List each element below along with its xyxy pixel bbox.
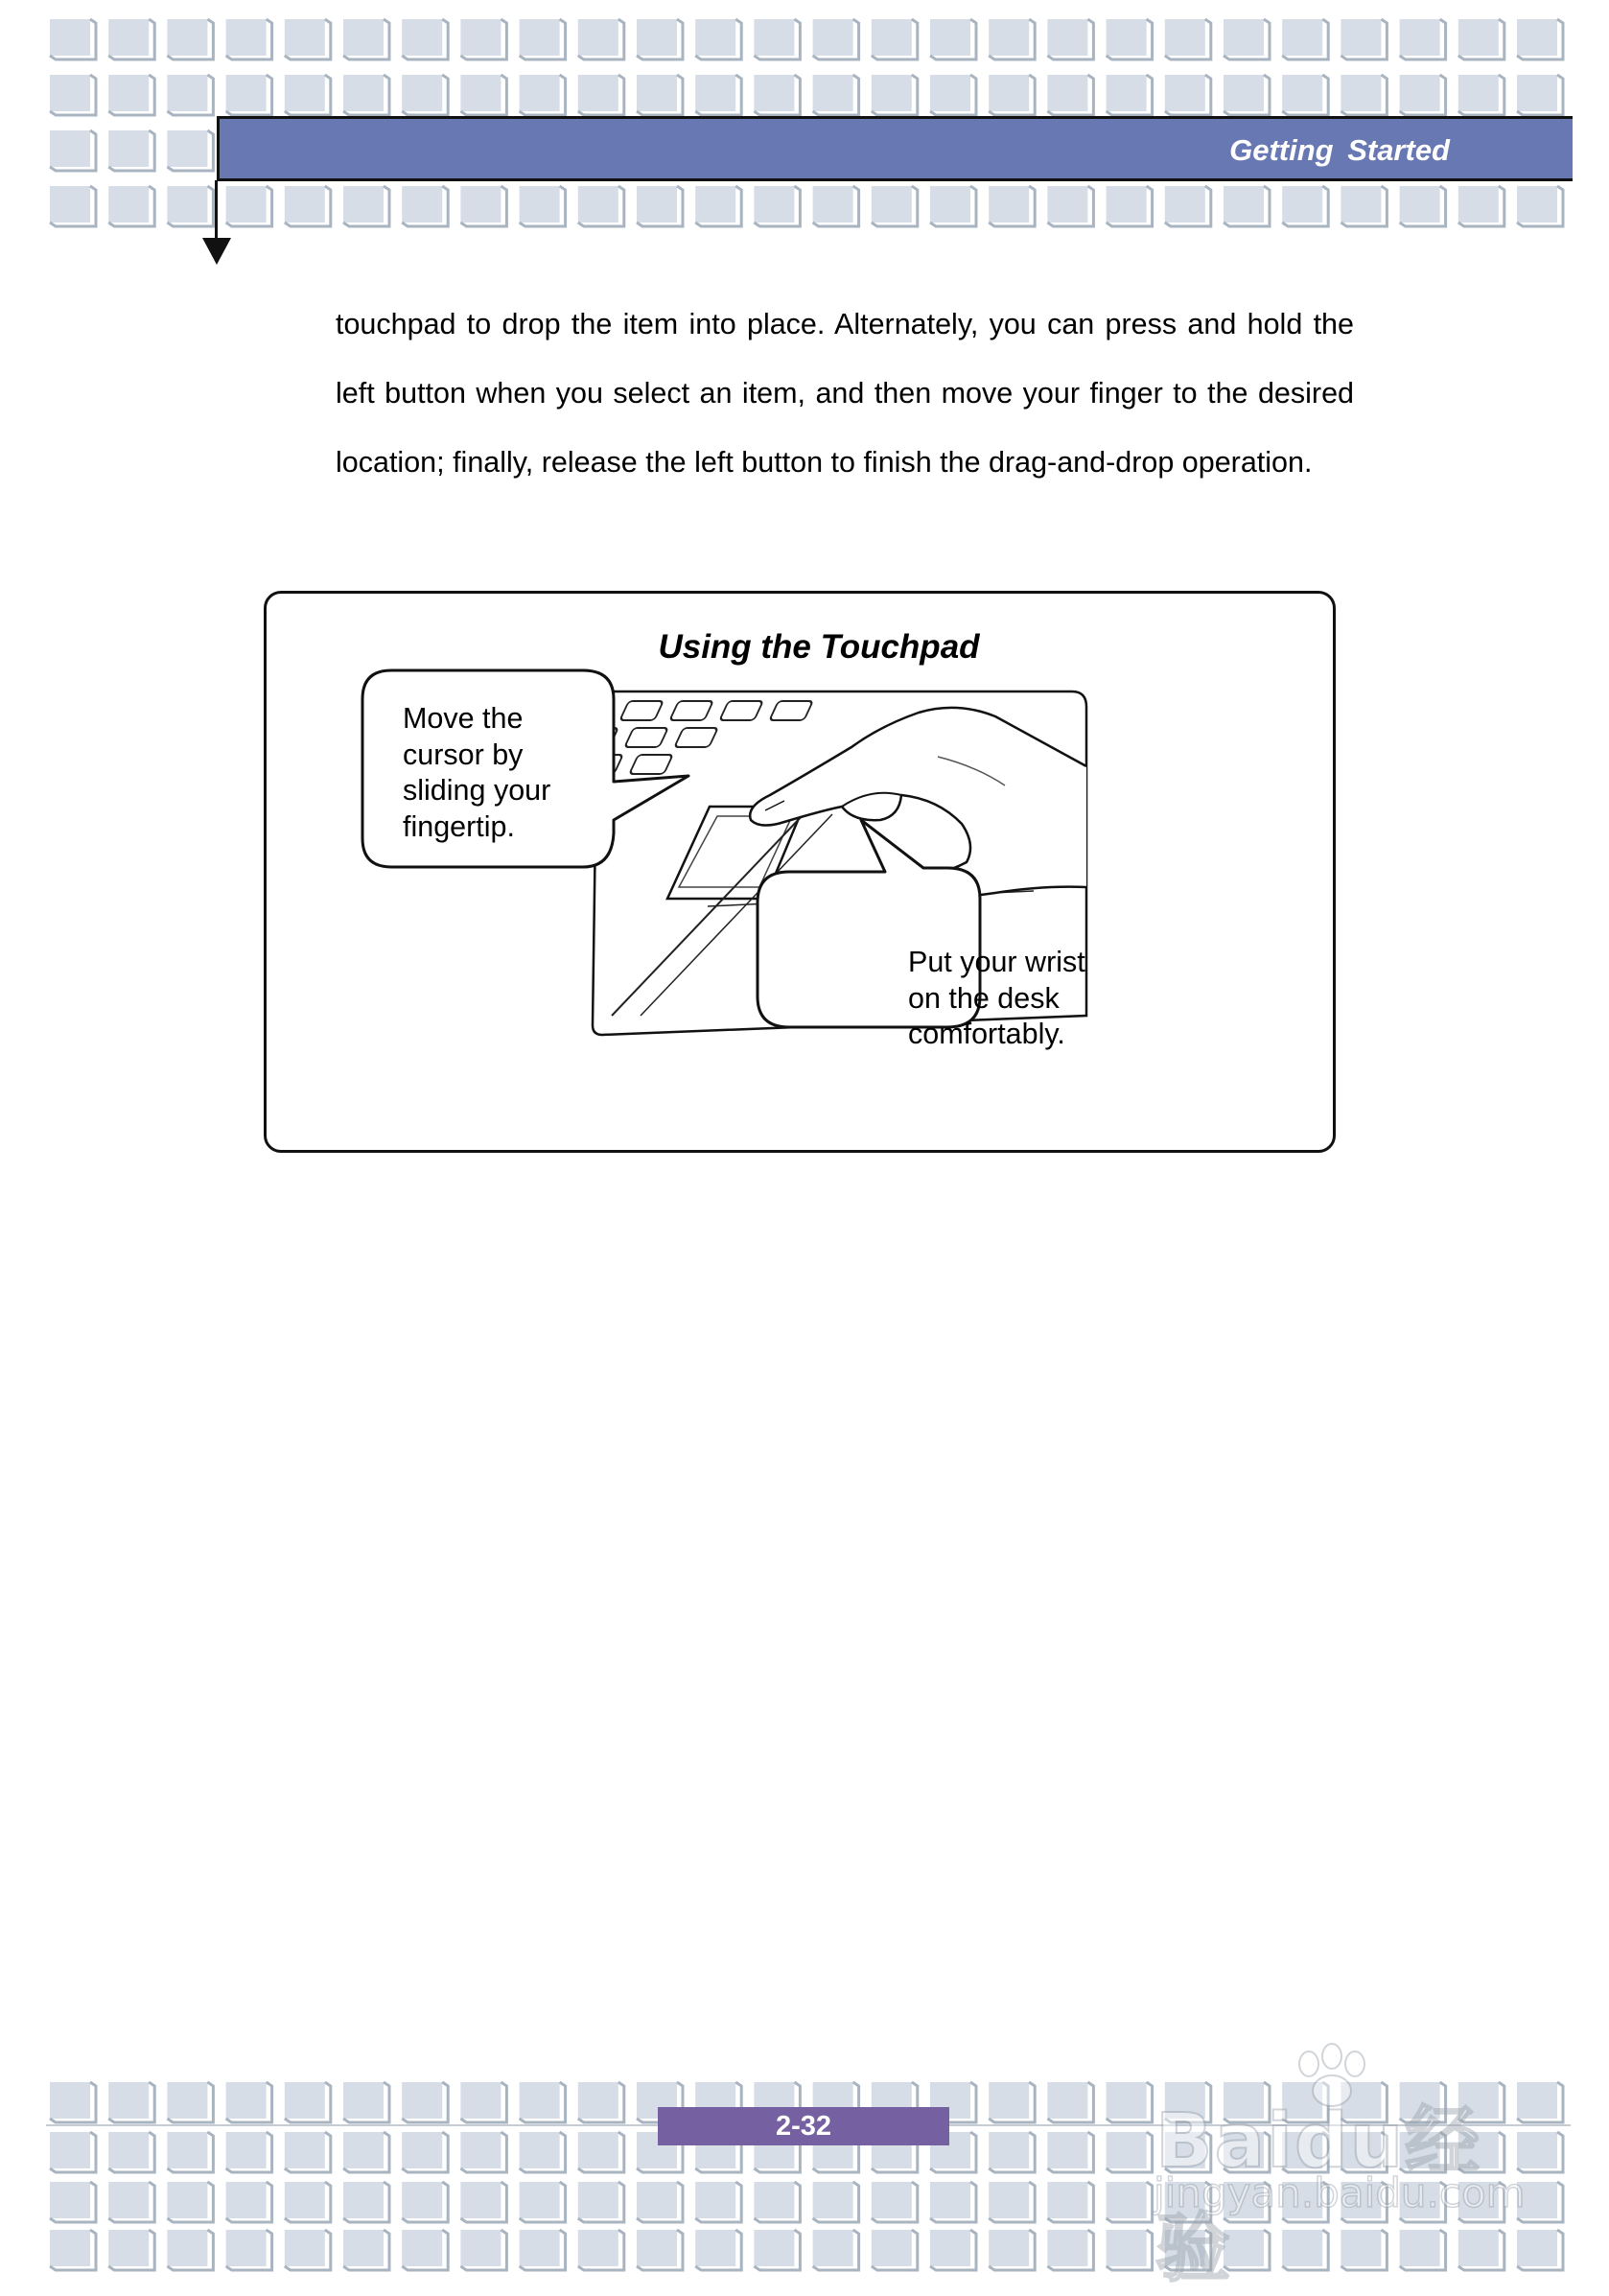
decor-tile <box>167 2132 207 2168</box>
baidu-watermark <box>1146 2043 1549 2292</box>
decor-tile <box>1047 19 1087 56</box>
decor-tile <box>695 2182 735 2218</box>
decor-tile <box>1282 186 1322 223</box>
decor-tile <box>578 2182 618 2218</box>
decor-tile <box>167 2082 207 2119</box>
touchpad-hand-illustration <box>267 594 1333 1150</box>
decor-tile <box>1517 186 1557 223</box>
decor-tile <box>520 2082 560 2119</box>
decor-tile <box>1341 186 1381 223</box>
decor-tile <box>343 2082 384 2119</box>
decor-tile <box>813 19 853 56</box>
decor-tile <box>813 2182 853 2218</box>
decor-tile <box>930 2182 970 2218</box>
decor-tile <box>460 19 501 56</box>
decor-tile <box>50 186 90 223</box>
decor-tile <box>1047 2082 1087 2119</box>
callout-move-cursor: Move the cursor by sliding your fingertip. <box>403 702 551 843</box>
decor-tile <box>167 186 207 223</box>
decor-tile <box>1224 19 1264 56</box>
decor-tile <box>1165 75 1205 111</box>
decor-tile <box>285 2182 325 2218</box>
decor-tile <box>226 2132 267 2168</box>
decor-tile <box>50 2182 90 2218</box>
decor-tile <box>872 19 912 56</box>
decor-tile <box>402 186 442 223</box>
callout-wrist: Put your wrist on the desk comfortably. <box>908 946 1085 1050</box>
decor-tile <box>1047 2230 1087 2266</box>
decor-tile <box>754 2230 794 2266</box>
decor-tile <box>1107 2082 1147 2119</box>
section-title: Getting Started <box>1229 133 1450 167</box>
decor-tile <box>578 75 618 111</box>
decor-tile <box>695 2230 735 2266</box>
decor-tile <box>226 19 267 56</box>
touchpad-figure <box>264 591 1336 1153</box>
decor-tile <box>578 186 618 223</box>
section-header-bar <box>217 116 1573 181</box>
decor-tile <box>108 2230 149 2266</box>
decor-tile <box>343 186 384 223</box>
decor-tile <box>226 2082 267 2119</box>
decor-tile <box>226 2230 267 2266</box>
decor-tile <box>520 75 560 111</box>
paragraph-text: touchpad to drop the item into place. Alternately, you can press and hold the left button when you select an item, and then move your finger to the desired location; finally, release the left button to finish the drag-and-drop operation. <box>336 308 1354 479</box>
decor-tile <box>50 130 90 167</box>
decor-tile <box>226 75 267 111</box>
decor-tile <box>754 19 794 56</box>
decor-tile <box>1458 19 1499 56</box>
decor-tile <box>402 2182 442 2218</box>
decor-tile <box>460 186 501 223</box>
decor-tile <box>813 186 853 223</box>
decor-tile <box>989 186 1029 223</box>
decor-tile <box>989 19 1029 56</box>
decor-tile <box>1517 75 1557 111</box>
decor-tile <box>1107 2132 1147 2168</box>
decor-tile <box>813 2230 853 2266</box>
decor-tile <box>460 2230 501 2266</box>
decor-tile <box>1341 75 1381 111</box>
decor-tile <box>872 2230 912 2266</box>
decor-tile <box>989 2082 1029 2119</box>
decor-tile <box>50 19 90 56</box>
decor-tile <box>460 2132 501 2168</box>
decor-tile <box>637 75 677 111</box>
decor-tile <box>343 19 384 56</box>
decor-tile <box>460 2082 501 2119</box>
decor-tile <box>460 75 501 111</box>
decor-tile <box>637 2230 677 2266</box>
decor-tile <box>108 19 149 56</box>
decor-tile <box>167 19 207 56</box>
decor-tile <box>1458 186 1499 223</box>
decor-tile <box>285 186 325 223</box>
decor-tile <box>930 75 970 111</box>
decor-tile <box>285 19 325 56</box>
decor-tile <box>285 2132 325 2168</box>
decor-tile <box>460 2182 501 2218</box>
decor-tile <box>285 2082 325 2119</box>
decor-tile <box>520 2182 560 2218</box>
decor-tile <box>989 2182 1029 2218</box>
decor-tile <box>930 19 970 56</box>
decor-tile <box>1107 19 1147 56</box>
decor-tile <box>520 2132 560 2168</box>
decor-tile <box>285 2230 325 2266</box>
decor-tile <box>50 2132 90 2168</box>
decor-tile <box>108 2082 149 2119</box>
decor-tile <box>520 2230 560 2266</box>
decor-tile <box>1400 186 1440 223</box>
decor-tile <box>1282 75 1322 111</box>
decor-tile <box>108 2132 149 2168</box>
decor-tile <box>930 2230 970 2266</box>
decor-tile <box>1341 19 1381 56</box>
decor-tile <box>1047 186 1087 223</box>
decor-tile <box>578 2230 618 2266</box>
decor-tile <box>695 75 735 111</box>
figure-title: Using the Touchpad <box>658 628 980 666</box>
decor-tile <box>1047 2132 1087 2168</box>
decor-tile <box>343 2230 384 2266</box>
decor-tile <box>108 75 149 111</box>
decor-tile <box>226 2182 267 2218</box>
decor-tile <box>1400 19 1440 56</box>
watermark-url: jingyan.baidu.com <box>1154 2169 1526 2216</box>
decor-tile <box>50 2230 90 2266</box>
watermark-brand: Baidu经验 <box>1155 2098 1482 2292</box>
decor-tile <box>754 2182 794 2218</box>
decor-tile <box>50 2082 90 2119</box>
decor-tile <box>402 2230 442 2266</box>
decor-tile <box>989 75 1029 111</box>
decor-tile <box>343 75 384 111</box>
decor-tile <box>813 75 853 111</box>
decor-tile <box>989 2230 1029 2266</box>
decor-tile <box>1282 19 1322 56</box>
decor-tile <box>695 19 735 56</box>
decor-tile <box>343 2132 384 2168</box>
decor-tile <box>1165 186 1205 223</box>
decor-tile <box>754 186 794 223</box>
decor-tile <box>1107 2182 1147 2218</box>
decor-tile <box>167 75 207 111</box>
decor-tile <box>167 2230 207 2266</box>
decor-tile <box>930 186 970 223</box>
down-arrow-icon <box>202 238 231 265</box>
decor-tile <box>1224 186 1264 223</box>
decor-tile <box>1165 19 1205 56</box>
decor-tile <box>108 186 149 223</box>
decor-tile <box>1107 2230 1147 2266</box>
decor-tile <box>226 186 267 223</box>
decor-tile <box>1047 75 1087 111</box>
decor-tile <box>402 2082 442 2119</box>
decor-tile <box>578 2082 618 2119</box>
decor-tile <box>637 2182 677 2218</box>
decor-tile <box>1047 2182 1087 2218</box>
decor-tile <box>1107 75 1147 111</box>
decor-tile <box>402 19 442 56</box>
decor-tile <box>1107 186 1147 223</box>
decor-tile <box>872 186 912 223</box>
decor-tile <box>1224 75 1264 111</box>
decor-tile <box>578 19 618 56</box>
decor-tile <box>578 2132 618 2168</box>
body-paragraph <box>336 290 1354 497</box>
decor-tile <box>108 130 149 167</box>
decor-tile <box>343 2182 384 2218</box>
decor-tile <box>285 75 325 111</box>
decor-tile <box>520 186 560 223</box>
decor-tile <box>637 186 677 223</box>
decor-tile <box>402 2132 442 2168</box>
decor-tile <box>520 19 560 56</box>
decor-tile <box>872 75 912 111</box>
decor-tile <box>637 19 677 56</box>
decor-tile <box>1458 75 1499 111</box>
decor-tile <box>167 2182 207 2218</box>
decor-tile <box>1400 75 1440 111</box>
decor-tile <box>1517 19 1557 56</box>
header-arrow-stem <box>215 180 218 240</box>
decor-tile <box>402 75 442 111</box>
decor-tile <box>989 2132 1029 2168</box>
decor-tile <box>754 75 794 111</box>
decor-tile <box>695 186 735 223</box>
decor-tile <box>50 75 90 111</box>
decor-tile <box>167 130 207 167</box>
decor-tile <box>108 2182 149 2218</box>
decor-tile <box>872 2182 912 2218</box>
page-number: 2-32 <box>658 2107 949 2145</box>
